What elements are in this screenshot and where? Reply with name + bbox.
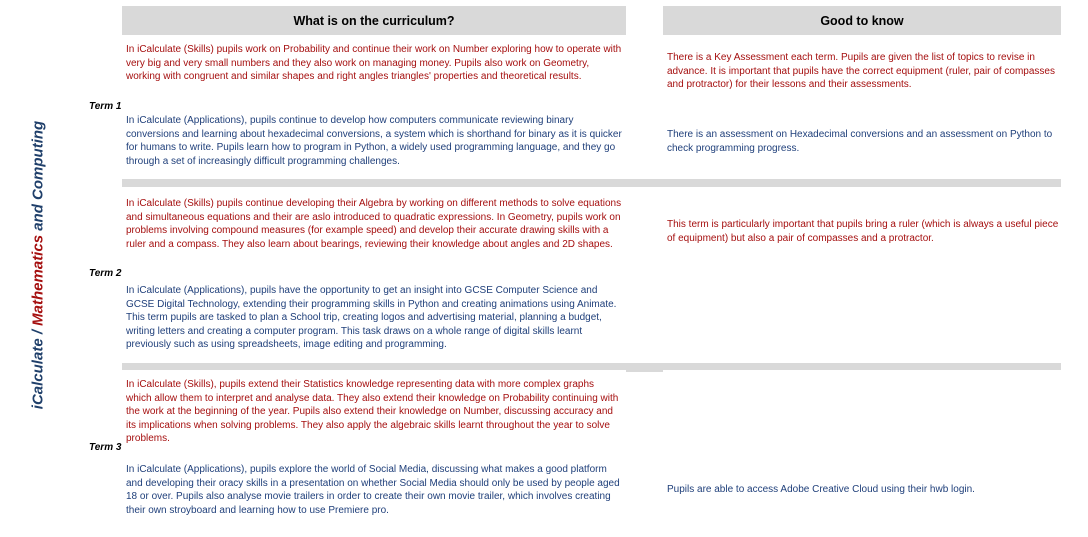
good-to-know-header: Good to know <box>663 6 1061 35</box>
side-title-part3: and Computing <box>29 120 47 235</box>
term-separator <box>122 179 1061 187</box>
term3-note-blue: Pupils are able to access Adobe Creative Cloud using their hwb login. <box>667 484 975 495</box>
curriculum-header: What is on the curriculum? <box>122 6 626 35</box>
side-title-part1: iCalculate / <box>29 325 47 410</box>
side-title-part2: Mathematics <box>29 234 47 326</box>
term1-note-blue: There is an assessment on Hexadecimal conversions and an assessment on Python to check programming progress. <box>667 129 1053 154</box>
term1-skills-text: In iCalculate (Skills) pupils work on Probability and continue their work on Number exploring how to operate with very big and very small numbers and they also work on managing money. Pupils also work on Geometry, working with congruent and similar shapes and right angles triangles' properties and theoretical results. <box>126 44 622 83</box>
term-separator <box>122 363 1061 370</box>
term-label: Term 2 <box>89 268 122 279</box>
term2-note-red: This term is particularly important that pupils bring a ruler (which is always a useful piece of equipment) but also a pair of compasses and a protractor. <box>667 219 1059 244</box>
term1-note-red: There is a Key Assessment each term. Pupils are given the list of topics to revise in advance. It is important that pupils have the correct equipment (ruler, pair of compasses and protractor) for their lessons and their assessments. <box>667 52 1055 91</box>
term-label: Term 3 <box>89 442 122 453</box>
term2-skills-text: In iCalculate (Skills) pupils continue developing their Algebra by working on different methods to solve equations and simultaneous equations and their are aslo introduced to quadratic expressions. In Geometry, pupils work on problems involving compound measures (for example speed) and develop their accurate drawing skills with a ruler and a compass. They also learn about bearings, reviewing their knowledge about angles and 2D shapes. <box>126 198 622 250</box>
term3-applications-text: In iCalculate (Applications), pupils explore the world of Social Media, discussing what makes a good platform and developing their oracy skills in a presentation on whether Social Media should only be used by people aged 18 or over. Pupils also analyse movie trailers in order to create their own movie trailer, which involves creating their own stroyboard and learning how to use Premiere pro. <box>126 464 620 516</box>
term1-applications-text: In iCalculate (Applications), pupils continue to develop how computers communicate reviewing binary conversions and learning about hexadecimal conversions, a system which is shorthand for binary as it is quicker for humans to write. Pupils learn how to program in Python, a widely used programming language, and they go through a set of increasingly difficult programming challenges. <box>126 115 622 167</box>
term-separator <box>626 370 663 372</box>
term2-applications-text: In iCalculate (Applications), pupils have the opportunity to get an insight into GCSE Computer Science and GCSE Digital Technology, extending their programming skills in Python and creating animations using Animate. This term pupils are tasked to plan a School trip, creating logos and advertising material, planning a budget, writing letters and creating a computer program. This task draws on a whole range of digital skills learnt previously such as using spreadsheets, image editing and programming. <box>126 285 617 351</box>
term3-skills-text: In iCalculate (Skills), pupils extend their Statistics knowledge representing data with more complex graphs which allow them to interpret and analyse data. They also extend their knowledge on Probability continuing with the work at the beginning of the year. Pupils also extend their knowledge on Number, discussing accuracy and its implications when solving problems. They also apply the algebraic skills learnt throughout the year to solve problems. <box>126 379 619 445</box>
side-title <box>30 121 47 409</box>
term-label: Term 1 <box>89 101 122 112</box>
